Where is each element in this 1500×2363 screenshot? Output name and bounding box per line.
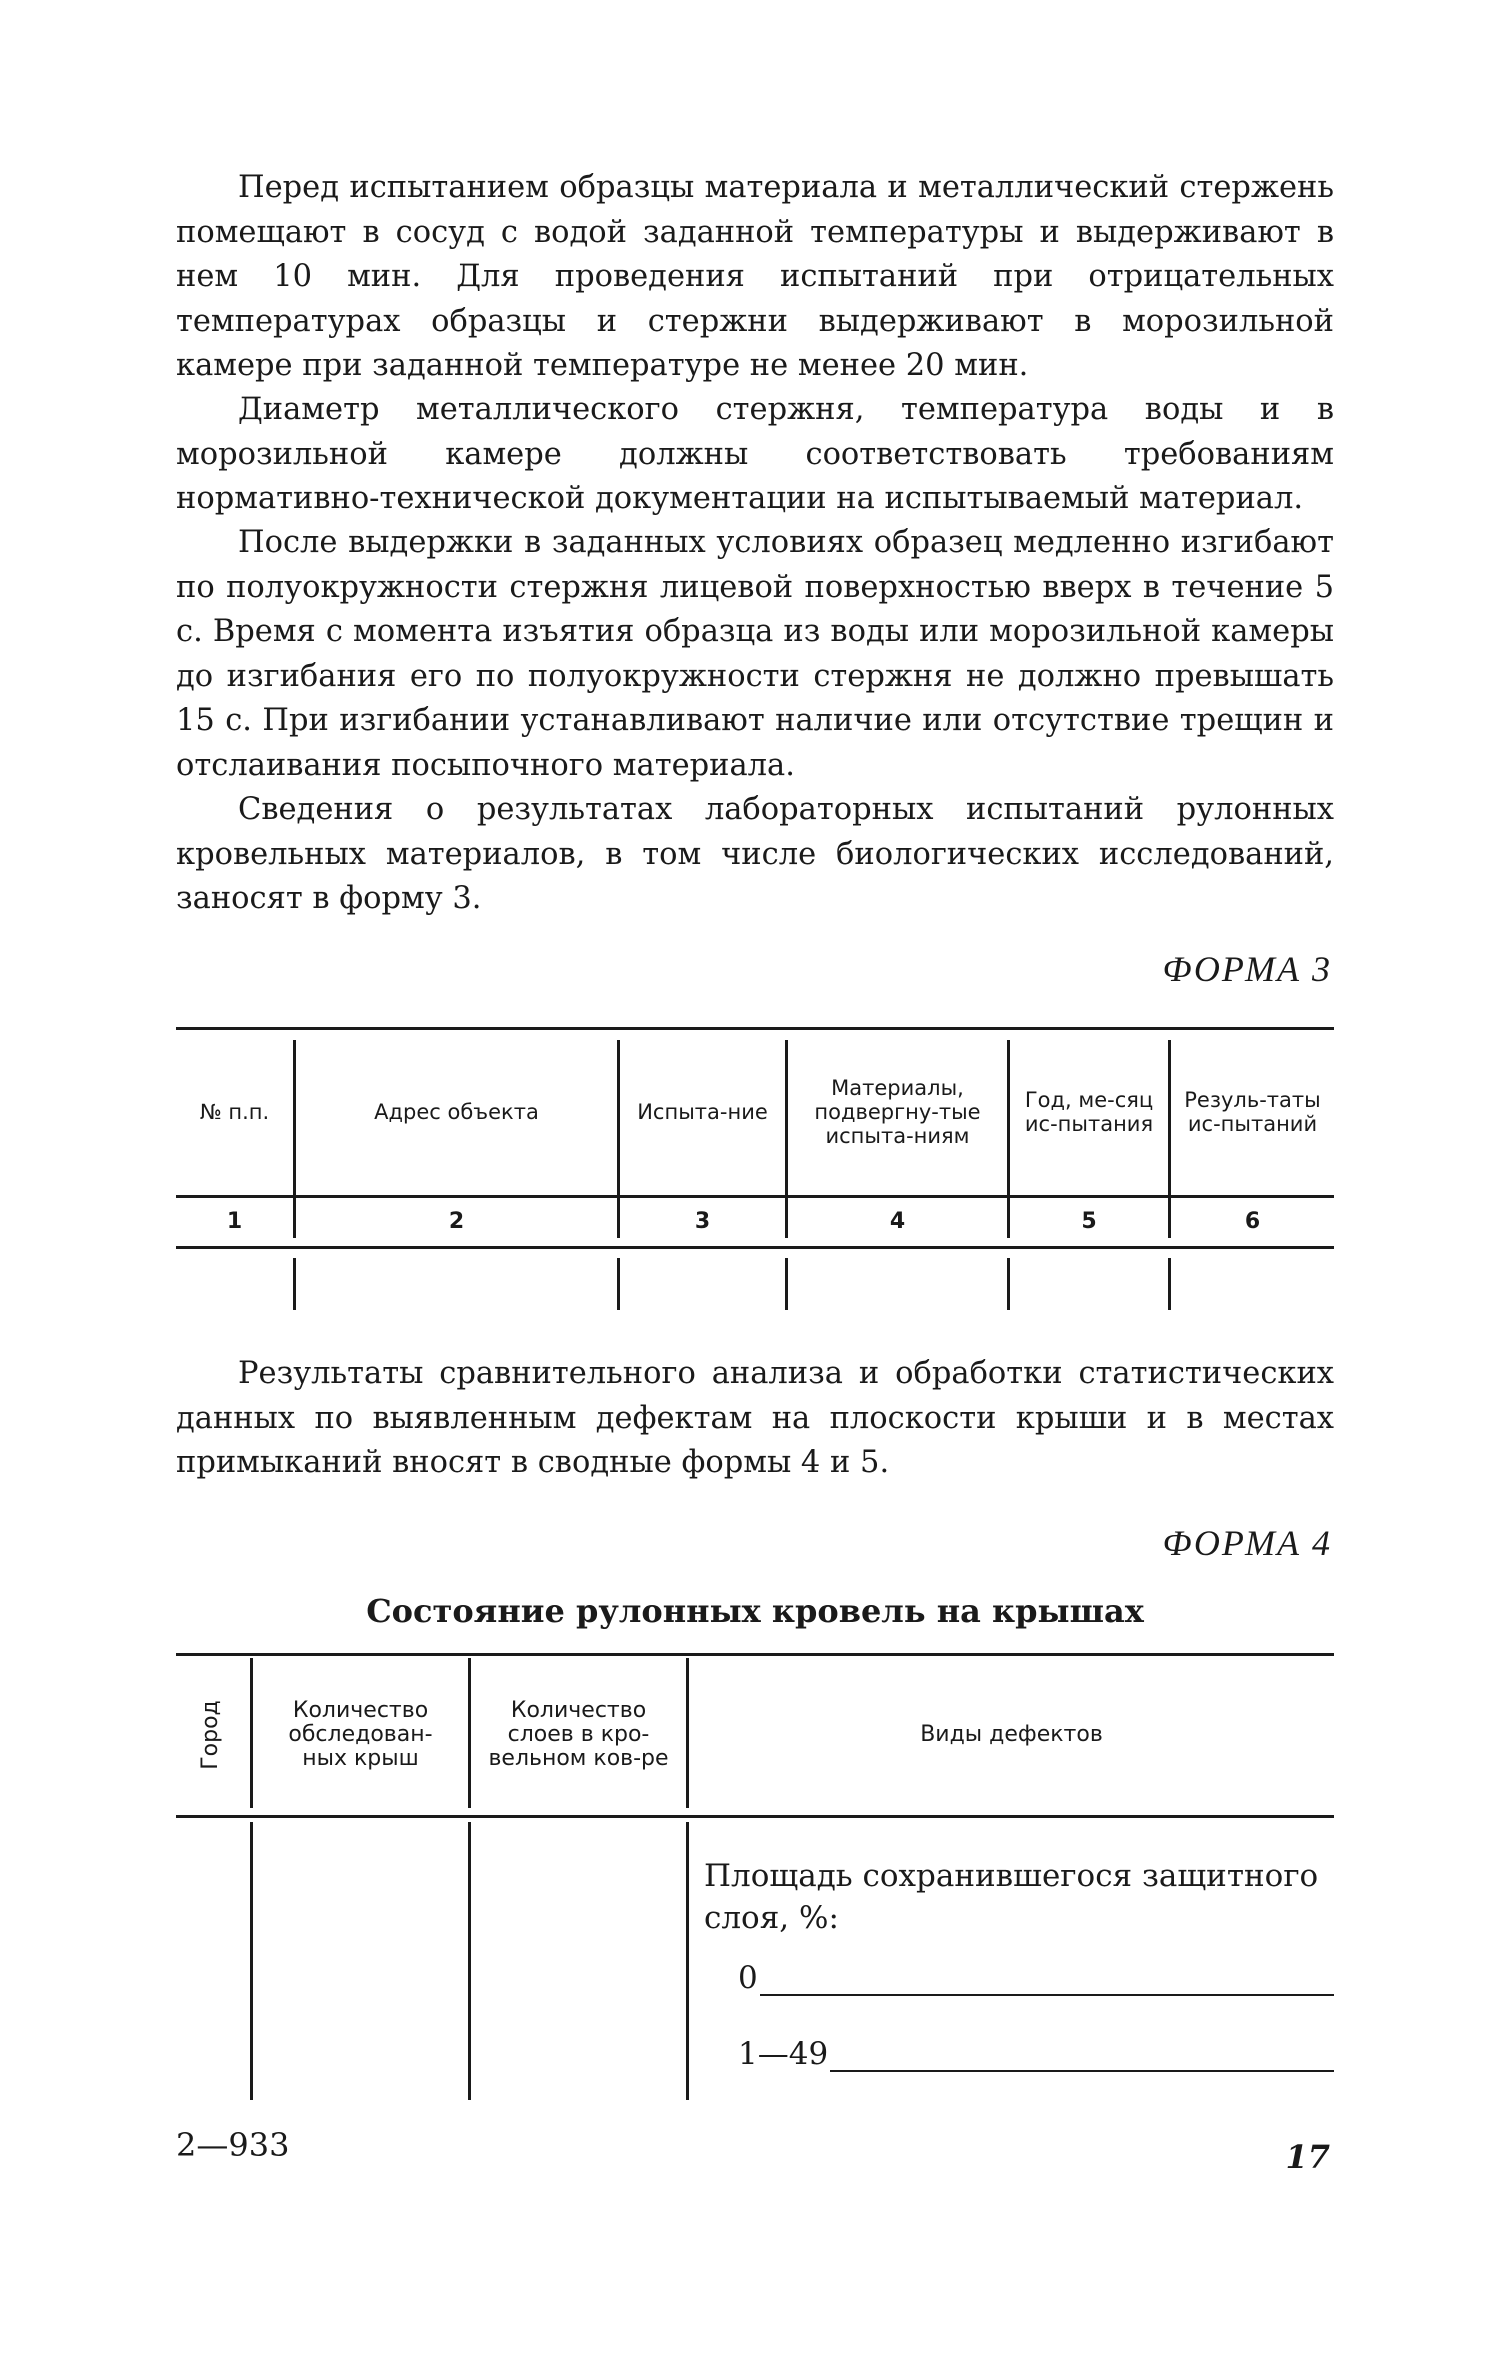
paragraph-statistical-analysis: Результаты сравнительного анализа и обработки статистических данных по выявленным дефектам на плоскости крыши и в местах примыканий вносят в сводные формы 4 и 5. [176, 1356, 1334, 1480]
form-3-label: ФОРМА 3 [1162, 949, 1332, 989]
form-3-body-divider [617, 1258, 620, 1310]
form-4-header-city: Город [198, 1700, 223, 1770]
range-label-1-49: 1—49 [738, 2036, 829, 2072]
form-4-label: ФОРМА 4 [1162, 1523, 1332, 1563]
form-4-body-divider [250, 1822, 253, 2100]
form-3-header-address: Адрес объекта [374, 1100, 539, 1124]
form-3-column-number: 4 [889, 1209, 906, 1234]
form-3-column-number: 3 [694, 1209, 711, 1234]
form-3-header-materials: Материалы, подвергну-тые испыта-ниям [814, 1076, 981, 1148]
form-4-header-layers-count: Количество слоев в кро-вельном ков-ре [488, 1698, 669, 1771]
form-3-header-date: Год, ме-сяц ис-пытания [1024, 1088, 1154, 1136]
range-blank-line-1-49 [830, 2070, 1334, 2072]
form-3-body-divider [785, 1258, 788, 1310]
form-3-header-number: № п.п. [199, 1100, 270, 1124]
form-3-body-divider [1007, 1258, 1010, 1310]
footer-signature-mark: 2—933 [176, 2126, 290, 2164]
form-3-header-test: Испыта-ние [637, 1100, 768, 1124]
form-3-column-number: 5 [1081, 1209, 1097, 1234]
form-4-header-roofs-count: Количество обследован-ных крыш [288, 1698, 433, 1771]
form-3-column-number: 1 [226, 1209, 243, 1234]
form-3-body-divider [1168, 1258, 1171, 1310]
paragraph-specimen-preparation: Перед испытанием образцы материала и металлический стержень помещают в сосуд с водой заданной температуры и выдерживают в нем 10 мин. Для проведения испытаний при отрицательных температурах образцы и стержни выдерживают в морозильной камере при заданной температуре не менее 20 мин. [176, 170, 1334, 383]
form-3-header-results: Резуль-таты ис-пытаний [1184, 1088, 1321, 1136]
paragraph-bending-procedure: После выдержки в заданных условиях образец медленно изгибают по полуокружности стержня лицевой поверхностью вверх в течение 5 с. Время с момента изъятия образца из воды или морозильной камеры до изгибания его по полуокружности стержня не должно превышать 15 с. При изгибании устанавливают наличие или отсутствие трещин и отслаивания посыпочного материала. [176, 525, 1334, 783]
form-3-top-rule [176, 1027, 1334, 1030]
form-4-title: Состояние рулонных кровель на крышах [366, 1592, 1144, 1630]
form-4-header-rule [176, 1815, 1334, 1818]
form-3-body-divider [293, 1258, 296, 1310]
paragraph-lab-results: Сведения о результатах лабораторных испытаний рулонных кровельных материалов, в том числе биологических исследований, заносят в форму 3. [176, 792, 1334, 916]
page-number: 17 [1285, 2138, 1330, 2176]
form-4-header-defect-types: Виды дефектов [920, 1722, 1103, 1747]
range-label-0: 0 [738, 1960, 758, 1996]
form-4-top-rule [176, 1653, 1334, 1656]
paragraph-rod-diameter: Диаметр металлического стержня, температура воды и в морозильной камере должны соответствовать требованиям нормативно-технической документации на испытываемый материал. [176, 392, 1334, 516]
form-4-body-divider [468, 1822, 471, 2100]
form-3-column-number: 6 [1244, 1209, 1261, 1234]
range-blank-line-0 [760, 1994, 1334, 1996]
defect-protective-layer-heading: Площадь сохранившегося защитного слоя, %: [704, 1858, 1319, 1936]
form-3-column-number: 2 [448, 1209, 465, 1234]
form-4-body-divider [686, 1822, 689, 2100]
form-3-number-rule [176, 1246, 1334, 1249]
